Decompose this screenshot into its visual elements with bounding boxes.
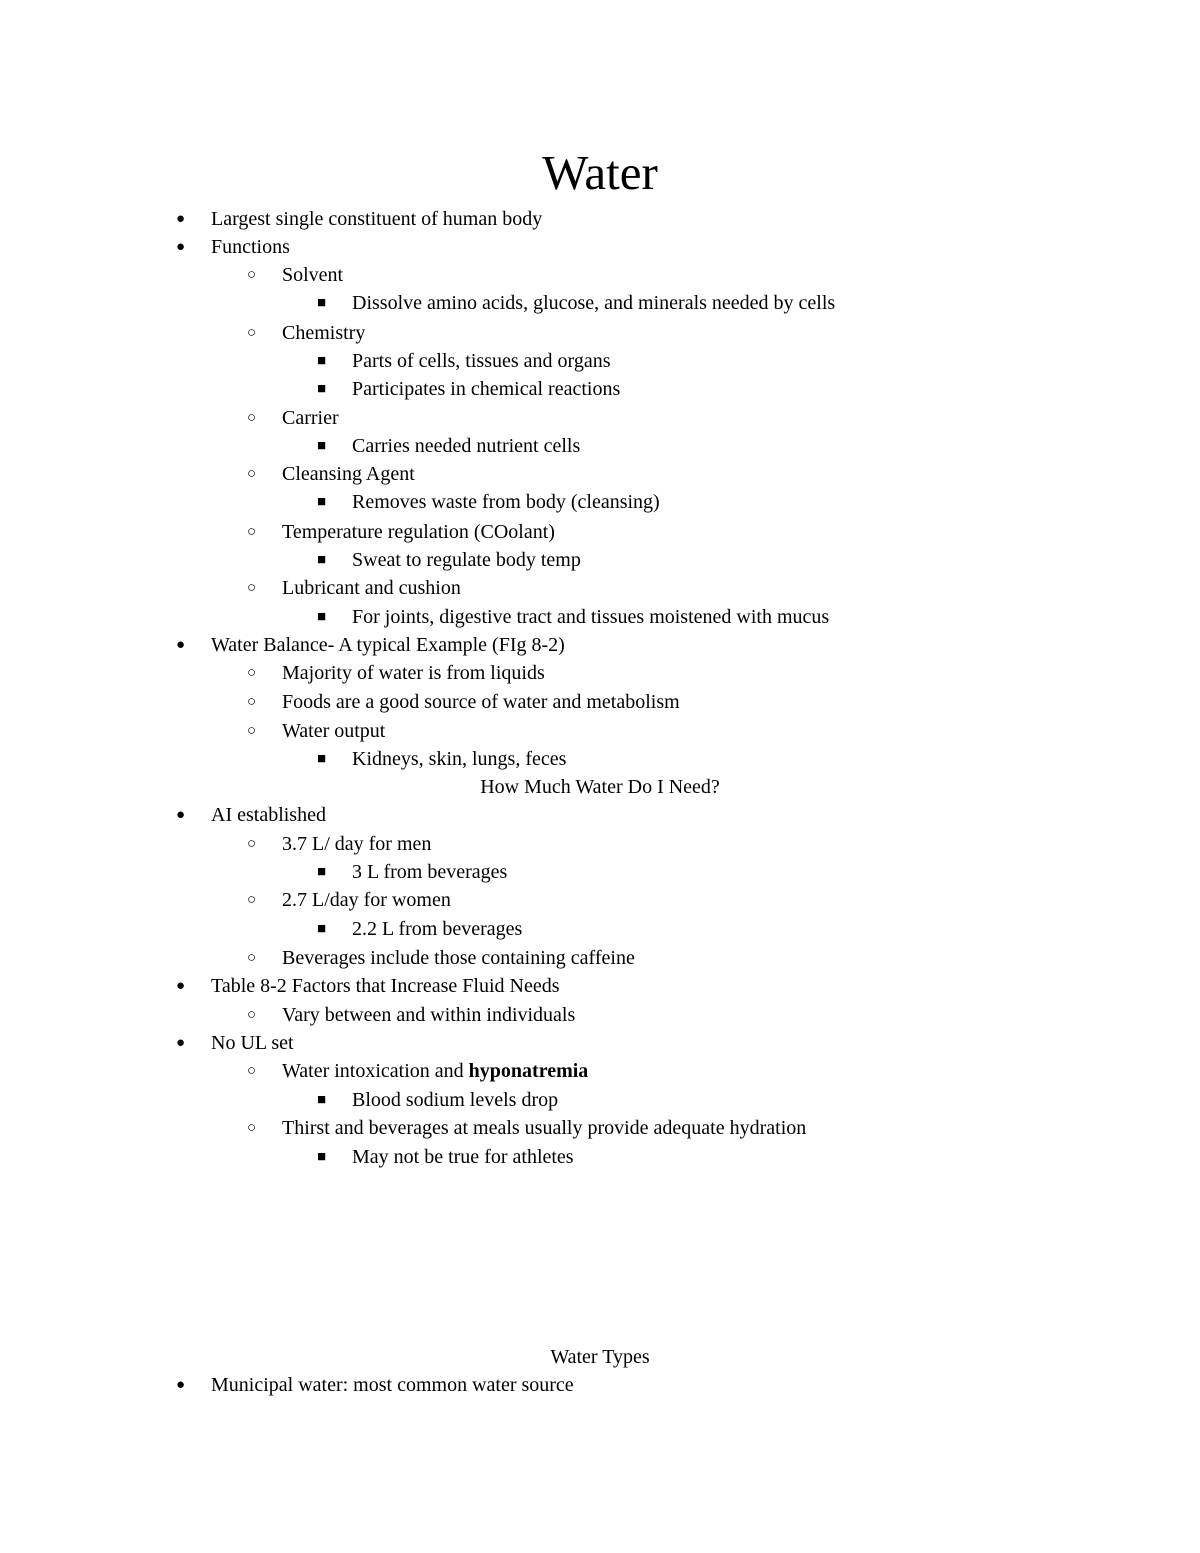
list-item — [247, 261, 343, 289]
section-heading: Water Types — [550, 1346, 650, 1368]
bullet-square-icon: ■ — [317, 751, 327, 767]
list-item-text: Functions — [211, 236, 290, 258]
bullet-square-icon: ■ — [317, 921, 327, 937]
list-item-text: Solvent — [282, 264, 344, 286]
list-item — [247, 518, 555, 546]
page-title: Water — [542, 145, 658, 200]
bullet-square-icon: ■ — [317, 381, 327, 397]
bullet-circle-icon: ○ — [247, 723, 257, 739]
list-item — [176, 205, 542, 233]
list-item — [247, 460, 415, 488]
list-item — [247, 1057, 588, 1085]
list-item-text: Water intoxication and — [282, 1060, 469, 1082]
bullet-disc-icon: ● — [176, 978, 186, 994]
bullet-circle-icon: ○ — [247, 410, 257, 426]
bullet-disc-icon: ● — [176, 1377, 186, 1393]
bullet-square-icon: ■ — [317, 609, 327, 625]
list-item-text: Participates in chemical reactions — [352, 378, 621, 400]
list-item-text: 2.7 L/day for women — [282, 889, 451, 911]
bullet-square-icon: ■ — [317, 353, 327, 369]
list-item — [317, 603, 829, 631]
bullet-circle-icon: ○ — [247, 665, 257, 681]
bullet-disc-icon: ● — [176, 1035, 186, 1051]
bullet-circle-icon: ○ — [247, 524, 257, 540]
list-item — [317, 915, 522, 943]
list-item — [247, 886, 451, 914]
list-item — [317, 375, 620, 403]
list-item — [247, 1001, 575, 1029]
list-item-text: 3.7 L/ day for men — [282, 833, 432, 855]
list-item-text: Chemistry — [282, 322, 366, 344]
bullet-square-icon: ■ — [317, 552, 327, 568]
list-item-text: Largest single constituent of human body — [211, 208, 543, 230]
list-item — [247, 944, 635, 972]
bullet-square-icon: ■ — [317, 494, 327, 510]
list-item-text: Kidneys, skin, lungs, feces — [352, 748, 567, 770]
bullet-circle-icon: ○ — [247, 1063, 257, 1079]
bullet-disc-icon: ● — [176, 239, 186, 255]
list-item-text: Sweat to regulate body temp — [352, 549, 581, 571]
bullet-circle-icon: ○ — [247, 836, 257, 852]
list-item-text: Majority of water is from liquids — [282, 662, 545, 684]
list-item-text: Water output — [282, 720, 386, 742]
list-item — [317, 347, 611, 375]
list-item — [247, 659, 545, 687]
list-item-text: Water Balance- A typical Example (FIg 8-2) — [211, 634, 565, 656]
list-item — [247, 717, 385, 745]
bullet-circle-icon: ○ — [247, 694, 257, 710]
list-item-text: Thirst and beverages at meals usually provide adequate hydration — [282, 1117, 807, 1139]
list-item-text: Vary between and within individuals — [282, 1004, 576, 1026]
bullet-square-icon: ■ — [317, 295, 327, 311]
list-item — [317, 432, 580, 460]
bullet-circle-icon: ○ — [247, 267, 257, 283]
bullet-square-icon: ■ — [317, 1092, 327, 1108]
list-item — [176, 631, 565, 659]
list-item-text: For joints, digestive tract and tissues moistened with mucus — [352, 606, 830, 628]
list-item — [317, 1086, 558, 1114]
list-item-text: Carrier — [282, 407, 339, 429]
list-item-text: Cleansing Agent — [282, 463, 415, 485]
bullet-square-icon: ■ — [317, 864, 327, 880]
list-item-text: May not be true for athletes — [352, 1146, 574, 1168]
list-item — [247, 830, 431, 858]
list-item — [176, 233, 290, 261]
list-item-text: 2.2 L from beverages — [352, 918, 523, 940]
list-item-text: Lubricant and cushion — [282, 577, 461, 599]
list-item-text: No UL set — [211, 1032, 294, 1054]
list-item — [317, 858, 507, 886]
bullet-circle-icon: ○ — [247, 580, 257, 596]
list-item-text: Parts of cells, tissues and organs — [352, 350, 611, 372]
list-item — [247, 1114, 806, 1142]
bullet-disc-icon: ● — [176, 637, 186, 653]
bullet-circle-icon: ○ — [247, 325, 257, 341]
list-item — [176, 972, 560, 1000]
list-item — [317, 546, 581, 574]
bullet-circle-icon: ○ — [247, 892, 257, 908]
list-item — [317, 488, 660, 516]
list-item-text: Foods are a good source of water and metabolism — [282, 691, 680, 713]
list-item-text: Blood sodium levels drop — [352, 1089, 559, 1111]
bullet-square-icon: ■ — [317, 438, 327, 454]
list-item-text: Temperature regulation (COolant) — [282, 521, 555, 543]
list-item — [247, 319, 365, 347]
list-item-text: Municipal water: most common water source — [211, 1374, 574, 1396]
list-item-text: Dissolve amino acids, glucose, and minerals needed by cells — [352, 292, 836, 314]
list-item — [176, 1371, 574, 1399]
bold-term: hyponatremia — [468, 1060, 589, 1082]
bullet-circle-icon: ○ — [247, 466, 257, 482]
list-item-text: Table 8-2 Factors that Increase Fluid Needs — [211, 975, 560, 997]
list-item — [317, 289, 835, 317]
list-item-text: 3 L from beverages — [352, 861, 508, 883]
bullet-disc-icon: ● — [176, 211, 186, 227]
bullet-circle-icon: ○ — [247, 950, 257, 966]
list-item — [317, 1143, 574, 1171]
bullet-circle-icon: ○ — [247, 1007, 257, 1023]
list-item-text: Carries needed nutrient cells — [352, 435, 581, 457]
list-item-text: AI established — [211, 804, 326, 826]
list-item-text: Removes waste from body (cleansing) — [352, 491, 660, 513]
list-item — [176, 801, 326, 829]
bullet-square-icon: ■ — [317, 1149, 327, 1165]
list-item — [176, 1029, 294, 1057]
list-item — [247, 688, 680, 716]
list-item-text: Beverages include those containing caffeine — [282, 947, 635, 969]
list-item — [247, 574, 461, 602]
list-item — [317, 745, 566, 773]
bullet-disc-icon: ● — [176, 807, 186, 823]
section-heading: How Much Water Do I Need? — [480, 776, 720, 798]
list-item — [247, 404, 339, 432]
bullet-circle-icon: ○ — [247, 1120, 257, 1136]
